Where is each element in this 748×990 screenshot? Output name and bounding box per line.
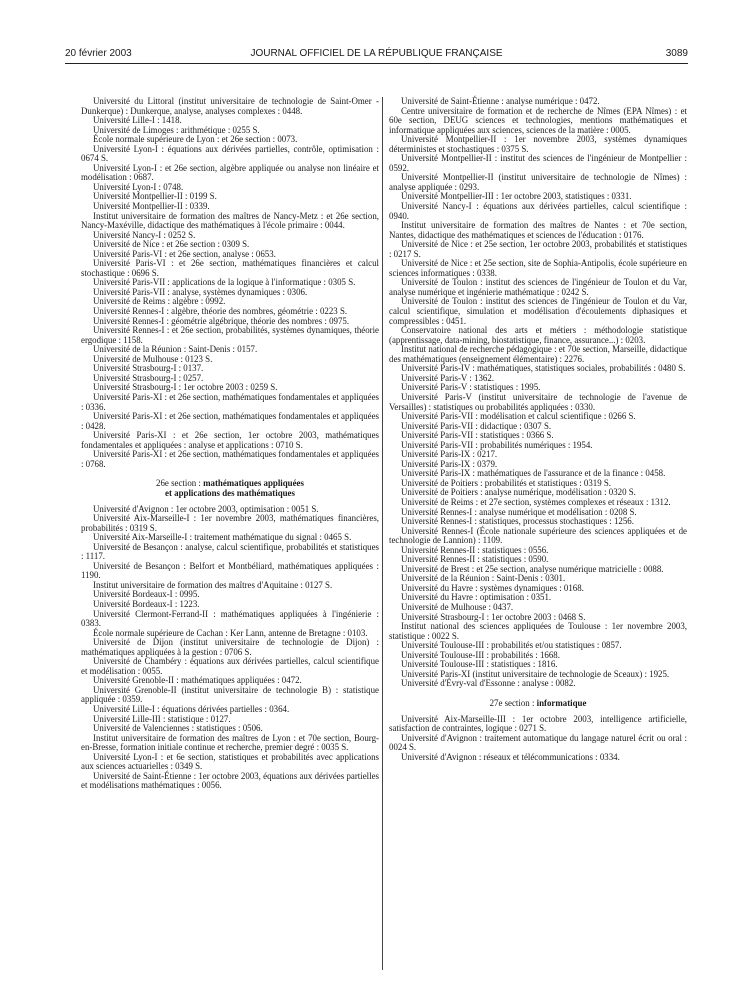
- entry: Université du Havre : optimisation : 0351.: [401, 592, 552, 603]
- entry: Université Rennes-I (École nationale supérieure des sciences appliquées et de technologie de Lannion) : 1109.: [389, 525, 687, 546]
- entry: Université d'Avignon : réseaux et télécommunications : 0334.: [401, 751, 620, 762]
- entry: Université d'Avignon : traitement automatique du langage naturel écrit ou oral : 0024 S.: [389, 732, 687, 753]
- entry: Université de la Réunion : Saint-Denis : 0301.: [401, 573, 566, 584]
- entry: Université de Reims : algèbre : 0992.: [93, 296, 226, 307]
- entry: Université d'Évry-val d'Essonne : analyse : 0082.: [401, 678, 576, 689]
- left-entries-block-1: [81, 97, 379, 469]
- right-entries-block-1: [389, 97, 687, 689]
- entry: Université Paris-IX : 0217.: [401, 449, 498, 460]
- header-page-number: 3089: [665, 48, 688, 59]
- entry: Université Rennes-I : et 26e section, probabilités, systèmes dynamiques, théorie ergodique : 1158.: [81, 325, 379, 345]
- entry: Université Aix-Marseille-I : traitement mathématique du signal : 0465 S.: [93, 532, 352, 543]
- entry: Université Montpellier-II : institut des sciences de l'ingénieur de Montpellier : 0592.: [389, 153, 687, 173]
- entry: École normale supérieure de Lyon : et 26e section : 0073.: [93, 134, 298, 145]
- entry: Université Lille-I : équations dérivées partielles : 0364.: [93, 704, 290, 714]
- entry: Université Montpellier-III : 1er octobre 2003, statistiques : 0331.: [401, 191, 632, 202]
- section-26-label: 26e section :: [156, 478, 204, 489]
- entry: Université Paris-XI : et 26e section, mathématiques fondamentales et appliquées : 0768.: [81, 449, 379, 469]
- entry: Institut national des sciences appliquées de Toulouse : 1er novembre 2003, statistique : 0022 S.: [389, 621, 687, 641]
- entry: Université Strasbourg-I : 0257.: [93, 372, 204, 383]
- entry: Université Toulouse-III : probabilités : 1668.: [401, 649, 560, 660]
- entry: Université de Chambéry : équations aux dérivées partielles, calcul scientifique et modélisation : 0055.: [81, 656, 379, 676]
- column-divider: [382, 97, 383, 970]
- entry: Université Bordeaux-I : 0995.: [93, 589, 200, 600]
- entry: Université Paris-XI : et 26e section, 1er octobre 2003, mathématiques fondamentales et appliquées : analyse et applications : 0710 S.: [81, 430, 379, 450]
- entry: Université Strasbourg-I : 1er octobre 2003 : 0259 S.: [93, 382, 278, 393]
- entry: Institut universitaire de formation des maîtres d'Aquitaine : 0127 S.: [93, 579, 333, 590]
- entry: Université de Valenciennes : statistiques : 0506.: [93, 723, 263, 734]
- entry: Université Montpellier-II : 0339.: [93, 201, 210, 212]
- entry: Université de Besançon : analyse, calcul scientifique, probabilités et statistiques : 1117.: [81, 541, 379, 562]
- entry: Université Rennes-I : statistiques, processus stochastiques : 1256.: [401, 516, 634, 527]
- section-27-heading: [389, 699, 687, 709]
- entry: Université Grenoble-II : mathématiques appliquées : 0472.: [93, 675, 302, 686]
- entry: Université Paris-V : statistiques : 1995.: [401, 382, 541, 393]
- entry: Université Toulouse-III : statistiques : 1816.: [401, 659, 558, 670]
- entry: Université de la Réunion : Saint-Denis : 0157.: [93, 344, 258, 355]
- entry: Université Paris-V : 1362.: [401, 372, 495, 383]
- entry: Université Bordeaux-I : 1223.: [93, 598, 200, 609]
- entry: Université de Poitiers : probabilités et statistiques : 0319 S.: [401, 477, 612, 488]
- entry: Université de Brest : et 25e section, analyse numérique matricielle : 0088.: [401, 563, 664, 574]
- entry: Université Lyon-I : et 6e section, statistiques et probabilités avec applications aux sciences actuarielles : 0349 S.: [81, 751, 379, 772]
- entry: Université du Littoral (institut universitaire de technologie de Saint-Omer - Dunkerque) : Dunkerque, analyse, analyses complexes : 0448.: [81, 96, 379, 116]
- entry: Université de Poitiers : analyse numérique, modélisation : 0320 S.: [401, 487, 636, 498]
- entry: Université Rennes-II : statistiques : 0556.: [401, 544, 549, 555]
- entry: Université Paris-XI : et 26e section, mathématiques fondamentales et appliquées : 0336.: [81, 391, 379, 412]
- header-rule: [65, 63, 688, 64]
- entry: Université Grenoble-II (institut universitaire de technologie B) : statistique appliquée : 0359.: [81, 684, 379, 705]
- section-27-title: informatique: [536, 697, 587, 708]
- section-26-heading: [81, 479, 379, 498]
- entry: Université Toulouse-III : probabilités et/ou statistiques : 0857.: [401, 640, 622, 651]
- entry: École normale supérieure de Cachan : Ker Lann, antenne de Bretagne : 0103.: [93, 627, 368, 638]
- entry: Université Paris-IX : 0379.: [401, 458, 498, 469]
- entry: Université Paris-VII : modélisation et calcul scientifique : 0266 S.: [401, 411, 636, 422]
- entry: Université Nancy-I : équations aux dérivées partielles, calcul scientifique : 0940.: [389, 201, 687, 221]
- entry: Institut universitaire de formation des maîtres de Lyon : et 70e section, Bourg-en-Bresse, formation initiale continue et recherche, premier degré : 0035 S.: [81, 732, 379, 753]
- entry: Université Paris-VII : statistiques : 0366 S.: [401, 430, 554, 441]
- entry: Université de Dijon (institut universitaire de technologie de Dijon) : mathématiques appliquées à la gestion : 0706 S.: [81, 637, 379, 657]
- entry: Université de Nice : et 26e section : 0309 S.: [93, 239, 250, 250]
- entry: Centre universitaire de formation et de recherche de Nîmes (EPA Nîmes) : et 60e section, DEUG sciences et technologies, mentions mathématiques et informatique appliquées aux sciences, sciences de la matière : 0005.: [389, 105, 687, 135]
- entry: Université de Reims : et 27e section, systèmes complexes et réseaux : 1312.: [401, 496, 671, 507]
- right-entries-block-2: [389, 715, 687, 763]
- entry: Université Paris-IX : mathématiques de l'assurance et de la finance : 0458.: [401, 468, 666, 479]
- entry: Université Lille-III : statistique : 0127.: [93, 713, 231, 724]
- entry: Université Lyon-I : 0748.: [93, 181, 184, 192]
- entry: Université Paris-V (institut universitaire de technologie de l'avenue de Versailles) : statistiques ou probabilités appliquées : 0330.: [389, 391, 687, 412]
- entry: Université d'Avignon : 1er octobre 2003, optimisation : 0051 S.: [93, 503, 319, 514]
- entry: Université du Havre : systèmes dynamiques : 0168.: [401, 582, 584, 593]
- entry: Université de Mulhouse : 0437.: [401, 601, 514, 612]
- entry: Université Montpellier-II : 0199 S.: [93, 191, 217, 202]
- left-column: [81, 97, 379, 791]
- entry: Université Paris-VII : probabilités numériques : 1954.: [401, 439, 593, 450]
- section-26-subtitle: et applications des mathématiques: [165, 487, 295, 498]
- entry: Université Strasbourg-I : 0137.: [93, 363, 204, 374]
- entry: Université Strasbourg-I : 1er octobre 2003 : 0468 S.: [401, 611, 586, 622]
- entry: Université de Nice : et 25e section, 1er octobre 2003, probabilités et statistiques : 0217 S.: [389, 239, 687, 259]
- entry: Université Rennes-I : géométrie algébrique, théorie des nombres : 0975.: [93, 315, 350, 326]
- entry: Université de Besançon : Belfort et Montbéliard, mathématiques appliquées : 1190.: [81, 560, 379, 581]
- entry: Université Lille-I : 1418.: [93, 115, 182, 126]
- entry: Université de Saint-Étienne : analyse numérique : 0472.: [401, 96, 600, 106]
- entry: Université Rennes-II : statistiques : 0590.: [401, 554, 549, 565]
- entry: Université Clermont-Ferrand-II : mathématiques appliquées à l'ingénierie : 0383.: [81, 608, 379, 629]
- entry: Université Paris-VII : didactique : 0307 S.: [401, 420, 552, 431]
- entry: Université de Saint-Étienne : 1er octobre 2003, équations aux dérivées partielles et modélisations mathématiques : 0056.: [81, 770, 379, 791]
- entry: Université Lyon-I : et 26e section, algèbre appliquée ou analyse non linéaire et modélisation : 0687.: [81, 162, 379, 183]
- section-26-title: mathématiques appliquées: [203, 478, 304, 489]
- entry: Université Paris-VI : et 26e section, analyse : 0653.: [93, 248, 276, 259]
- entry: Université Lyon-I : équations aux dérivées partielles, contrôle, optimisation : 0674 S.: [81, 143, 379, 164]
- entry: Institut universitaire de formation des maîtres de Nancy-Metz : et 26e section, Nancy-Maxéville, didactique des mathématiques à l'école primaire : 0044.: [81, 210, 379, 231]
- entry: Université Rennes-I : analyse numérique et modélisation : 0208 S.: [401, 506, 637, 517]
- entry: Université Aix-Marseille-III : 1er octobre 2003, intelligence artificielle, satisfaction de contraintes, logique : 0271 S.: [389, 713, 687, 734]
- entry: Université Paris-VII : analyse, systèmes dynamiques : 0306.: [93, 286, 308, 297]
- entry: Université Paris-VII : applications de la logique à l'informatique : 0305 S.: [93, 277, 356, 288]
- page-header: [65, 48, 688, 62]
- right-column: [389, 97, 687, 762]
- entry: Université de Nice : et 25e section, site de Sophia-Antipolis, école supérieure en sciences informatiques : 0338.: [389, 258, 687, 278]
- entry: Université Paris-VI : et 26e section, mathématiques financières et calcul stochastique : 0696 S.: [81, 258, 379, 278]
- section-27-label: 27e section :: [489, 697, 537, 708]
- left-entries-block-2: [81, 505, 379, 791]
- header-date: 20 février 2003: [65, 48, 132, 59]
- entry: Université de Limoges : arithmétique : 0255 S.: [93, 124, 260, 135]
- entry: Université Montpellier-II (institut universitaire de technologie de Nîmes) : analyse appliquée : 0293.: [389, 172, 687, 192]
- entry: Université de Toulon : institut des sciences de l'ingénieur de Toulon et du Var, analyse numérique et ingénierie mathématique : 0242 S.: [389, 277, 687, 297]
- header-title: JOURNAL OFFICIEL DE LA RÉPUBLIQUE FRANÇAISE: [250, 48, 503, 59]
- entry: Université Nancy-I : 0252 S.: [93, 229, 196, 240]
- entry: Université Paris-XI : et 26e section, mathématiques fondamentales et appliquées : 0428.: [81, 411, 379, 431]
- entry: Institut national de recherche pédagogique : et 70e section, Marseille, didactique des mathématiques (enseignement élémentaire) : 2276.: [389, 344, 687, 364]
- entry: Conservatoire national des arts et métiers : méthodologie statistique (apprentissage, data-mining, biostatistique, finance, assurance...) : 0203.: [389, 325, 687, 345]
- entry: Université Paris-XI (institut universitaire de technologie de Sceaux) : 1925.: [401, 668, 670, 679]
- entry: Institut universitaire de formation des maîtres de Nantes : et 70e section, Nantes, didactique des mathématiques et sciences de l'éducation : 0176.: [389, 220, 687, 240]
- entry: Université de Toulon : institut des sciences de l'ingénieur de Toulon et du Var, calcul scientifique, simulation et modélisation d'écoulements diphasiques et compressibles : 0451.: [389, 296, 687, 326]
- entry: Université Montpellier-II : 1er novembre 2003, systèmes dynamiques déterministes et stochastiques : 0375 S.: [389, 134, 687, 154]
- entry: Université Rennes-I : algèbre, théorie des nombres, géométrie : 0223 S.: [93, 306, 348, 317]
- entry: Université Aix-Marseille-I : 1er novembre 2003, mathématiques financières, probabilités : 0319 S.: [81, 513, 379, 533]
- entry: Université Paris-IV : mathématiques, statistiques sociales, probabilités : 0480 S.: [401, 363, 686, 374]
- entry: Université de Mulhouse : 0123 S.: [93, 353, 213, 364]
